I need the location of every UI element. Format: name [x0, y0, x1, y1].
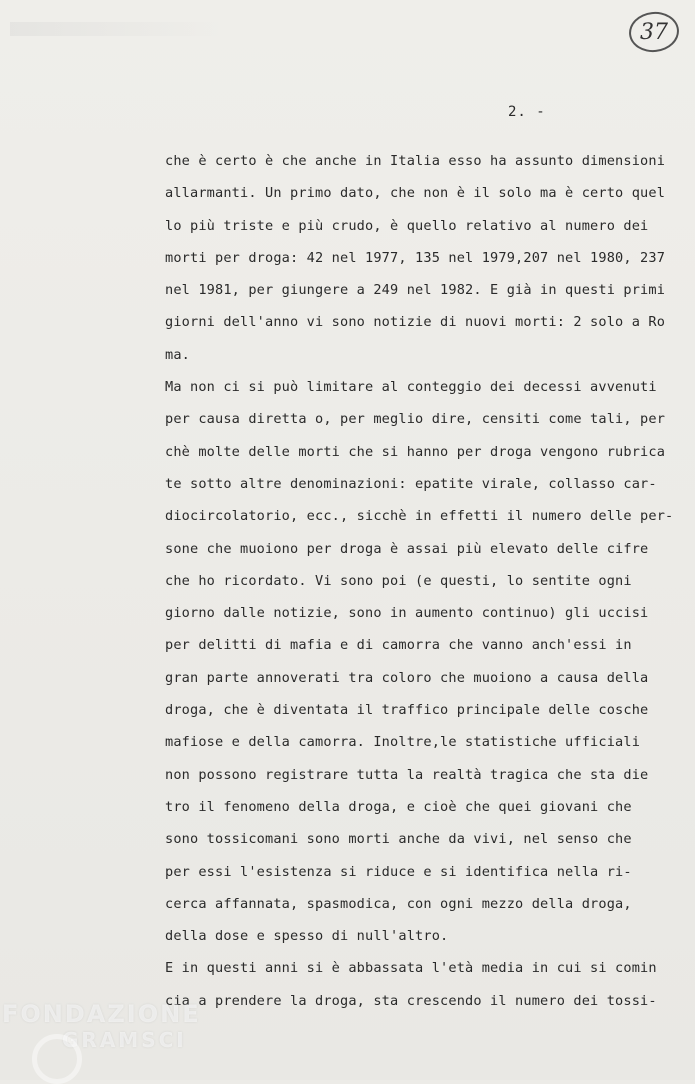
page-number: 2. - [508, 104, 546, 120]
text-line: sono tossicomani sono morti anche da vivi, nel senso che [165, 831, 632, 848]
text-line: lo più triste e più crudo, è quello relativo al numero dei [165, 217, 649, 234]
text-line: te sotto altre denominazioni: epatite virale, collasso car- [165, 475, 657, 492]
text-line: per causa diretta o, per meglio dire, censiti come tali, per [165, 411, 666, 428]
text-line: E in questi anni si è abbassata l'età media in cui si comin [165, 960, 657, 977]
text-line: chè molte delle morti che si hanno per droga vengono rubrica [165, 443, 666, 460]
text-line: droga, che è diventata il traffico principale delle cosche [165, 702, 649, 719]
watermark-logo [2, 1000, 201, 1070]
text-line: per delitti di mafia e di camorra che vanno anch'essi in [165, 637, 632, 654]
text-line: cerca affannata, spasmodica, con ogni mezzo della droga, [165, 895, 632, 912]
text-line: morti per droga: 42 nel 1977, 135 nel 1979,207 nel 1980, 237 [165, 249, 666, 266]
watermark-line2: GRAMSCI [62, 1028, 187, 1052]
text-line: giorno dalle notizie, sono in aumento continuo) gli uccisi [165, 605, 649, 622]
watermark-ring-icon [32, 1034, 82, 1084]
folio-number: 37 [640, 19, 668, 45]
text-line: allarmanti. Un primo dato, che non è il solo ma è certo quel [165, 185, 666, 202]
text-line: mafiose e della camorra. Inoltre,le statistiche ufficiali [165, 734, 641, 751]
text-line: ma. [165, 346, 191, 363]
text-line: giorni dell'anno vi sono notizie di nuovi morti: 2 solo a Ro [165, 314, 666, 331]
text-line: per essi l'esistenza si riduce e si identifica nella ri- [165, 863, 632, 880]
text-line: cia a prendere la droga, sta crescendo il numero dei tossi- [165, 992, 657, 1009]
text-line: sone che muoiono per droga è assai più elevato delle cifre [165, 540, 649, 557]
text-line: Ma non ci si può limitare al conteggio dei decessi avvenuti [165, 379, 657, 396]
text-line: diocircolatorio, ecc., sicchè in effetti il numero delle per- [165, 508, 674, 525]
bleed-through-mark [10, 22, 220, 36]
watermark-line1: FONDAZIONE [2, 1000, 201, 1028]
text-line: nel 1981, per giungere a 249 nel 1982. E già in questi primi [165, 282, 666, 299]
text-line: della dose e spesso di null'altro. [165, 928, 449, 945]
text-line: tro il fenomeno della droga, e cioè che quei giovani che [165, 798, 632, 815]
text-line: che è certo è che anche in Italia esso ha assunto dimensioni [165, 153, 666, 169]
body-text [165, 145, 674, 1017]
text-line: gran parte annoverati tra coloro che muoiono a causa della [165, 669, 649, 686]
text-line: che ho ricordato. Vi sono poi (e questi, lo sentite ogni [165, 572, 632, 589]
folio-stamp [627, 9, 681, 54]
text-line: non possono registrare tutta la realtà tragica che sta die [165, 766, 649, 783]
